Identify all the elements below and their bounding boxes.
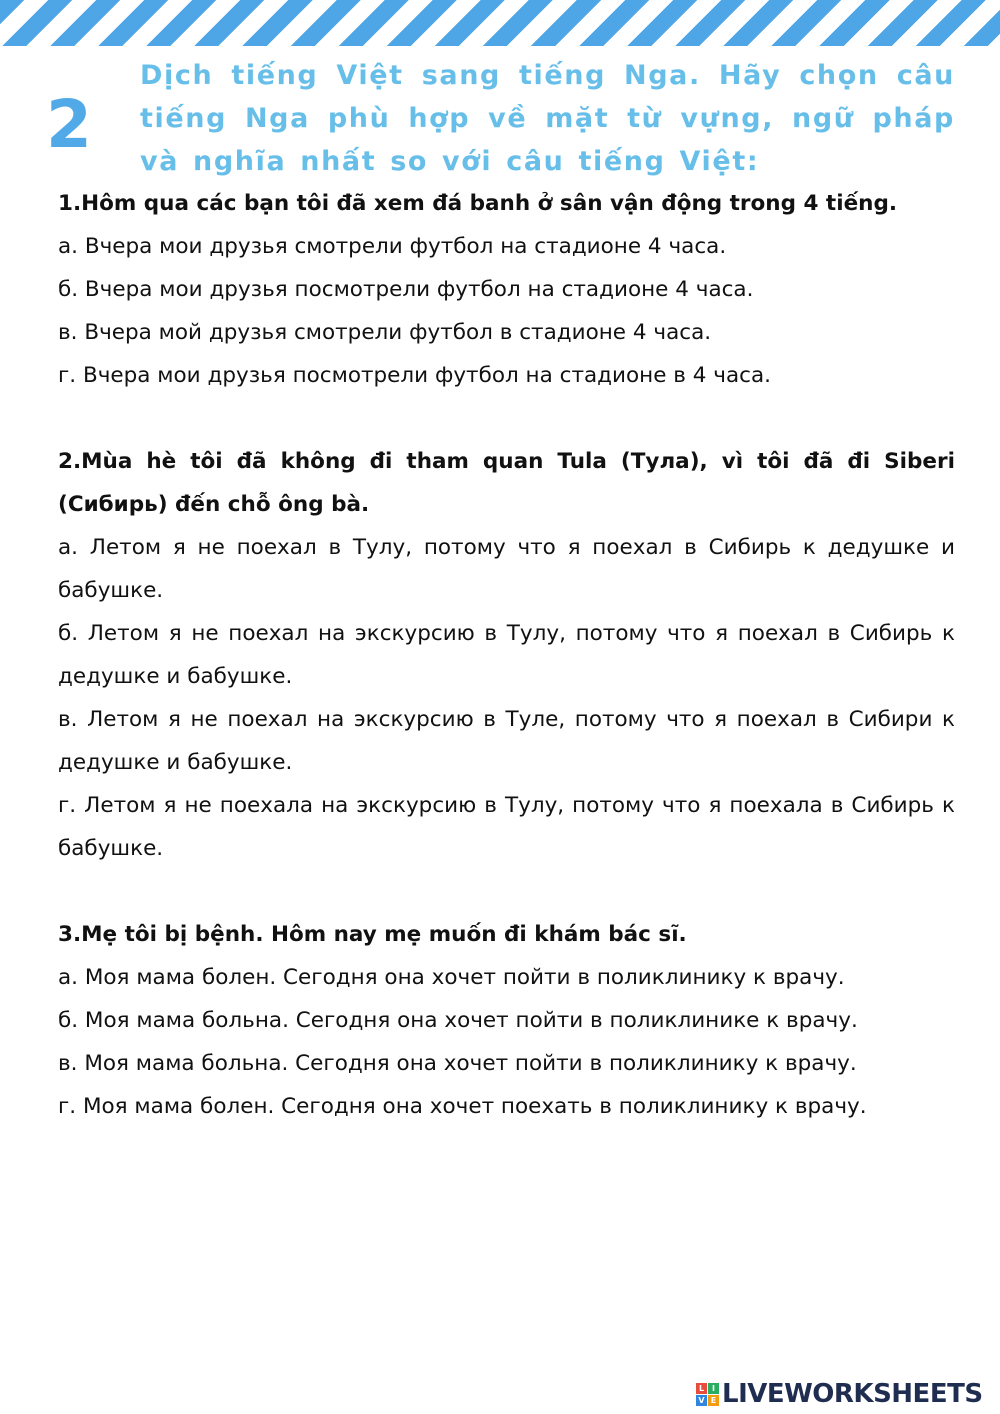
logo-mark-icon: [696, 1383, 719, 1406]
exercise-instruction: Dịch tiếng Việt sang tiếng Nga. Hãy chọn câu tiếng Nga phù hợp về mặt từ vựng, ngữ pháp và nghĩa nhất so với câu tiếng Việt:: [140, 60, 955, 177]
question-1: [58, 182, 955, 397]
answer-option-b[interactable]: б. Моя мама больна. Сегодня она хочет пойти в поликлинике к врачу.: [58, 1008, 858, 1033]
question-2: [58, 440, 955, 870]
liveworksheets-logo: [696, 1377, 983, 1411]
logo-letter: V: [696, 1395, 707, 1406]
logo-letter: E: [708, 1395, 719, 1406]
answer-option-v[interactable]: в. Вчера мой друзья смотрели футбол в стадионе 4 часа.: [58, 320, 712, 345]
answer-option-g[interactable]: г. Вчера мои друзья посмотрели футбол на стадионе в 4 часа.: [58, 363, 771, 388]
logo-letter: I: [708, 1383, 719, 1394]
logo-letter: L: [696, 1383, 707, 1394]
question-title: 2.Mùa hè tôi đã không đi tham quan Tula (Тула), vì tôi đã đi Siberi (Сибирь) đến chỗ ông bà.: [58, 449, 955, 517]
answer-option-g[interactable]: г. Моя мама болен. Сегодня она хочет поехать в поликлинику к врачу.: [58, 1094, 867, 1119]
question-title: 1.Hôm qua các bạn tôi đã xem đá banh ở sân vận động trong 4 tiếng.: [58, 191, 898, 216]
answer-option-v[interactable]: в. Летом я не поехал на экскурсию в Туле, потому что я поехал в Сибири к дедушке и бабушке.: [58, 707, 955, 775]
striped-header-band: [0, 0, 1000, 46]
answer-option-b[interactable]: б. Летом я не поехал на экскурсию в Тулу, потому что я поехал в Сибирь к дедушке и бабушке.: [58, 621, 955, 689]
question-list: [58, 182, 955, 1128]
answer-option-g[interactable]: г. Летом я не поехала на экскурсию в Тулу, потому что я поехала в Сибирь к бабушке.: [58, 793, 955, 861]
answer-option-a[interactable]: а. Летом я не поехал в Тулу, потому что я поехал в Сибирь к дедушке и бабушке.: [58, 535, 955, 603]
answer-option-a[interactable]: а. Вчера мои друзья смотрели футбол на стадионе 4 часа.: [58, 234, 727, 259]
answer-option-a[interactable]: а. Моя мама болен. Сегодня она хочет пойти в поликлинику к врачу.: [58, 965, 845, 990]
question-title: 3.Mẹ tôi bị bệnh. Hôm nay mẹ muốn đi khám bác sĩ.: [58, 922, 687, 947]
exercise-number: 2: [46, 86, 92, 163]
answer-option-v[interactable]: в. Моя мама больна. Сегодня она хочет пойти в поликлинику к врачу.: [58, 1051, 857, 1076]
logo-text: LIVEWORKSHEETS: [722, 1379, 983, 1409]
question-3: [58, 913, 955, 1128]
answer-option-b[interactable]: б. Вчера мои друзья посмотрели футбол на стадионе 4 часа.: [58, 277, 754, 302]
